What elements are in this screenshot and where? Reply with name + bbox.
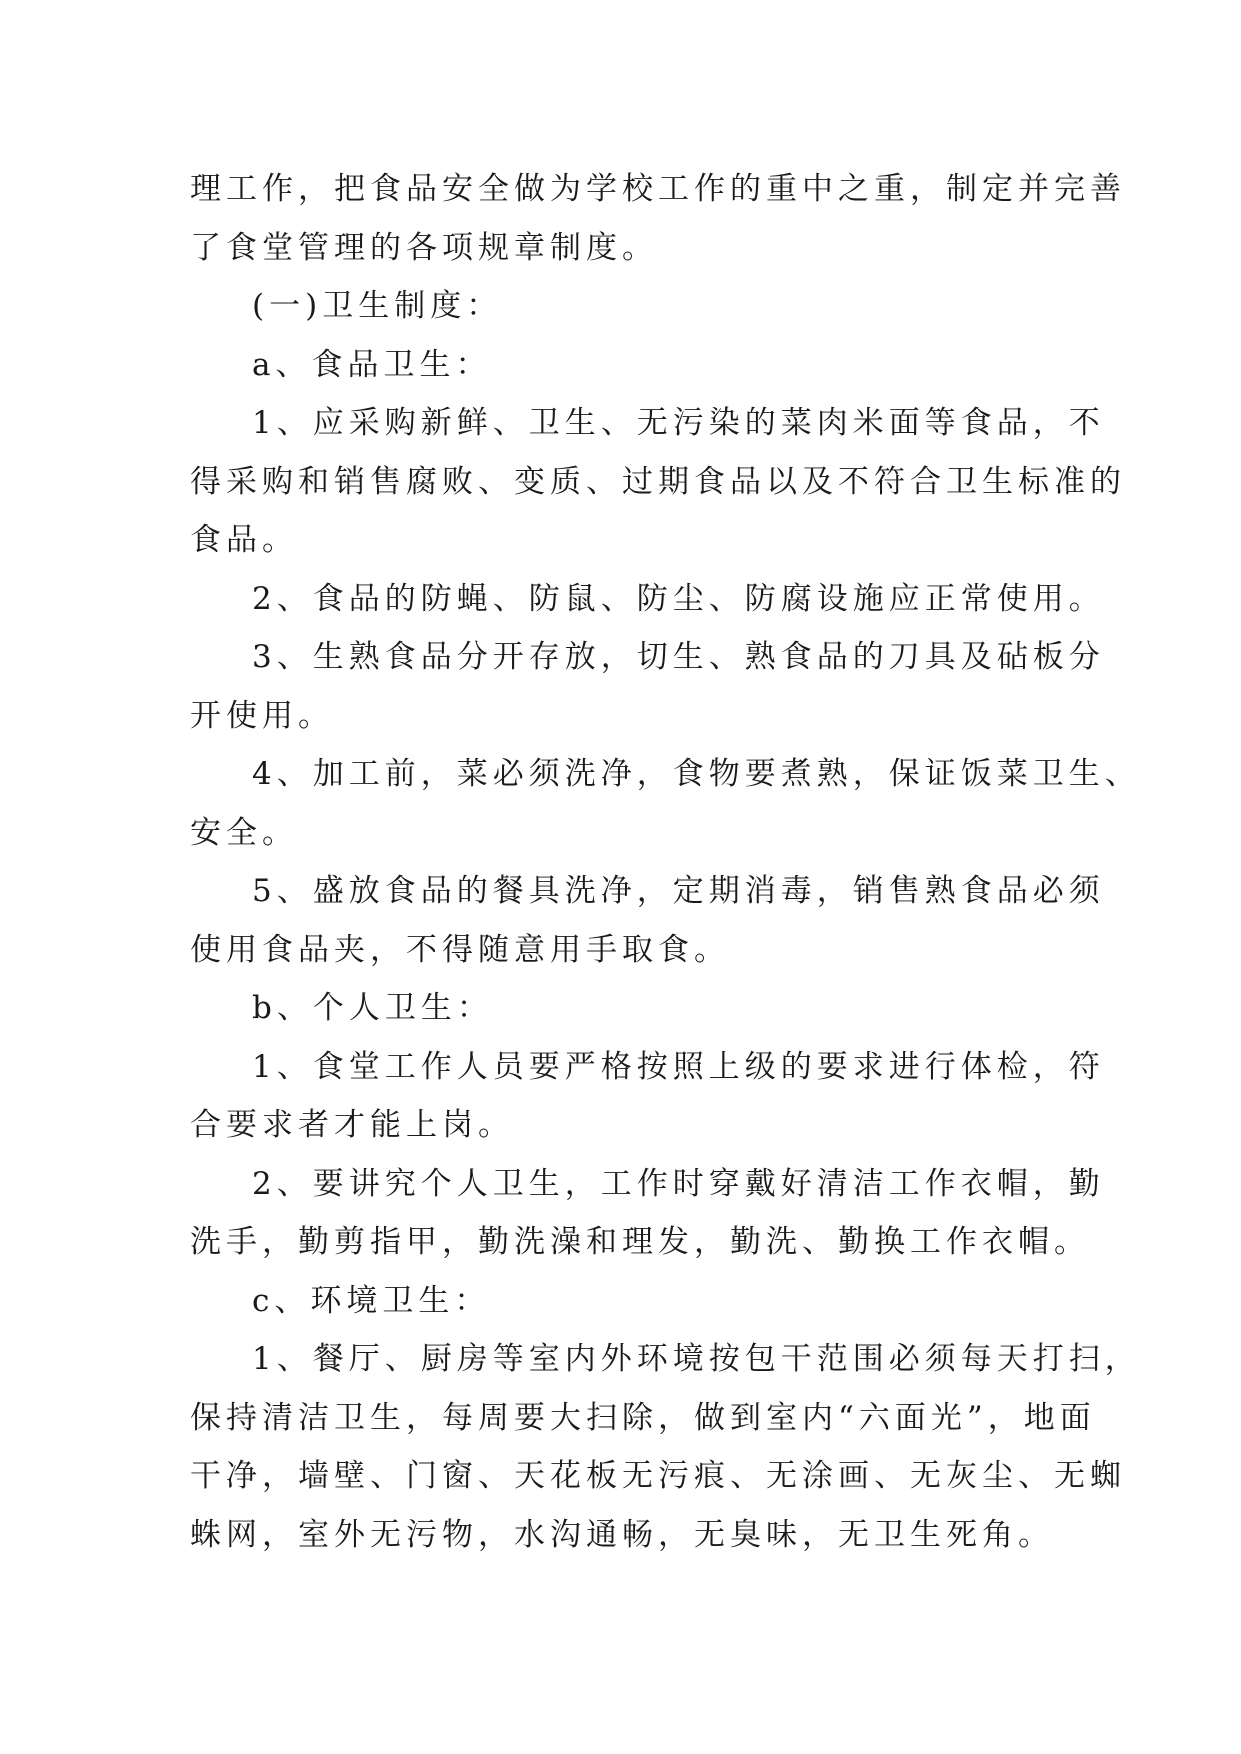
subsection-heading: b、个人卫生： (252, 990, 493, 1026)
text-line: 2、食品的防蝇、防鼠、防尘、防腐设施应正常使用。 (252, 580, 1105, 617)
text-line: 食品。 (190, 522, 298, 558)
text-line: 1、应采购新鲜、卫生、无污染的菜肉米面等食品，不 (252, 405, 1105, 441)
text-line: 干净，墙壁、门窗、天花板无污痕、无涂画、无灰尘、无蜘 (190, 1458, 1126, 1494)
text-line: 安全。 (190, 814, 298, 851)
text-line: 了食堂管理的各项规章制度。 (190, 229, 658, 266)
text-line: 使用食品夹，不得随意用手取食。 (190, 931, 730, 968)
text-line: 得采购和销售腐败、变质、过期食品以及不符合卫生标准的 (190, 463, 1126, 500)
text-line: 开使用。 (190, 697, 334, 734)
text-line: 1、餐厅、厨房等室内外环境按包干范围必须每天打扫， (252, 1341, 1141, 1377)
text-line: 洗手，勤剪指甲，勤洗澡和理发，勤洗、勤换工作衣帽。 (190, 1224, 1090, 1260)
text-line: 3、生熟食品分开存放，切生、熟食品的刀具及砧板分 (252, 639, 1105, 675)
text-line: 保持清洁卫生，每周要大扫除，做到室内“六面光”，地面 (190, 1399, 1096, 1436)
text-line: 2、要讲究个人卫生，工作时穿戴好清洁工作衣帽，勤 (252, 1165, 1105, 1202)
text-line: 理工作，把食品安全做为学校工作的重中之重，制定并完善 (190, 171, 1126, 207)
section-heading: (一)卫生制度： (252, 288, 503, 324)
text-line: 5、盛放食品的餐具洗净，定期消毒，销售熟食品必须 (252, 873, 1105, 909)
text-line: 1、食堂工作人员要严格按照上级的要求进行体检，符 (252, 1048, 1105, 1085)
text-line: 4、加工前，菜必须洗净，食物要煮熟，保证饭菜卫生、 (252, 756, 1141, 792)
text-line: 蛛网，室外无污物，水沟通畅，无臭味，无卫生死角。 (190, 1516, 1054, 1553)
subsection-heading: c、环境卫生： (252, 1282, 491, 1319)
text-line: 合要求者才能上岗。 (190, 1107, 514, 1143)
subsection-heading: a、食品卫生： (252, 346, 492, 383)
document-body (190, 160, 1141, 1564)
